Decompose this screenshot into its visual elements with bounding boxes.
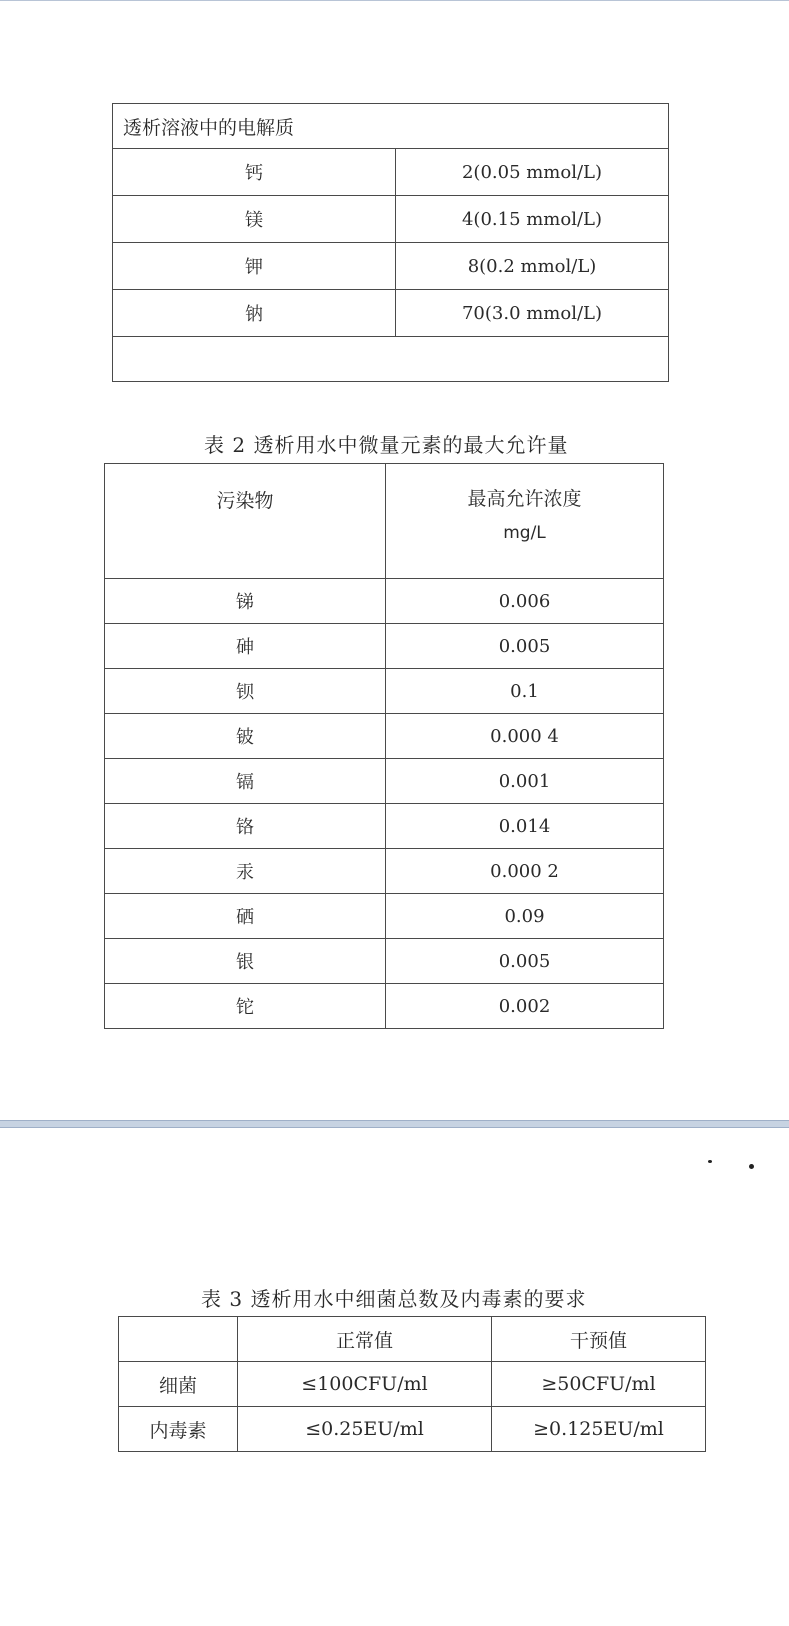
intervention-value: ≥50CFU/ml [492, 1362, 706, 1407]
element-name: 硒 [105, 894, 386, 939]
pollutant-header: 污染物 [105, 464, 386, 579]
electrolyte-value: 70(3.0 mmol/L) [396, 290, 669, 337]
table-row [105, 894, 664, 939]
element-value: 0.006 [386, 579, 664, 624]
electrolyte-value: 4(0.15 mmol/L) [396, 196, 669, 243]
table-row [113, 243, 669, 290]
scan-speck [749, 1164, 754, 1169]
table-row [105, 624, 664, 669]
intervention-value: ≥0.125EU/ml [492, 1407, 706, 1452]
electrolyte-table [112, 103, 669, 382]
table-row [113, 290, 669, 337]
normal-value: ≤0.25EU/ml [238, 1407, 492, 1452]
bacteria-endotoxin-table [118, 1316, 706, 1452]
item-name: 细菌 [119, 1362, 238, 1407]
table-row-empty [113, 337, 669, 382]
page-separator [0, 1120, 789, 1128]
element-name: 镉 [105, 759, 386, 804]
element-value: 0.1 [386, 669, 664, 714]
element-value: 0.002 [386, 984, 664, 1029]
table-header-row [105, 464, 664, 579]
element-value: 0.09 [386, 894, 664, 939]
table-row [105, 804, 664, 849]
table-row [119, 1407, 706, 1452]
table-row [113, 196, 669, 243]
intervention-value-header: 干预值 [492, 1317, 706, 1362]
electrolyte-name: 镁 [113, 196, 396, 243]
table3-caption: 表 3 透析用水中细菌总数及内毒素的要求 [201, 1287, 587, 1311]
max-concentration-header [386, 464, 664, 579]
electrolyte-name: 钠 [113, 290, 396, 337]
table2-caption: 表 2 透析用水中微量元素的最大允许量 [204, 433, 569, 457]
element-value: 0.005 [386, 939, 664, 984]
element-value: 0.005 [386, 624, 664, 669]
element-name: 铊 [105, 984, 386, 1029]
element-value: 0.000 4 [386, 714, 664, 759]
element-name: 锑 [105, 579, 386, 624]
element-name: 砷 [105, 624, 386, 669]
table-row [105, 579, 664, 624]
table-row [105, 669, 664, 714]
electrolyte-table-header: 透析溶液中的电解质 [113, 104, 669, 149]
element-name: 汞 [105, 849, 386, 894]
electrolyte-value: 2(0.05 mmol/L) [396, 149, 669, 196]
max-concentration-label: 最高允许浓度 [467, 488, 582, 510]
trace-element-table [104, 463, 664, 1029]
table-row [105, 984, 664, 1029]
scan-speck [708, 1160, 712, 1163]
table-row [105, 849, 664, 894]
table-row [105, 714, 664, 759]
element-value: 0.014 [386, 804, 664, 849]
element-name: 钡 [105, 669, 386, 714]
element-name: 铬 [105, 804, 386, 849]
unit-label: mg/L [503, 523, 546, 543]
element-value: 0.000 2 [386, 849, 664, 894]
element-value: 0.001 [386, 759, 664, 804]
table-row [119, 1362, 706, 1407]
element-name: 铍 [105, 714, 386, 759]
empty-corner-cell [119, 1317, 238, 1362]
electrolyte-name: 钾 [113, 243, 396, 290]
normal-value: ≤100CFU/ml [238, 1362, 492, 1407]
electrolyte-name: 钙 [113, 149, 396, 196]
table-row [105, 759, 664, 804]
item-name: 内毒素 [119, 1407, 238, 1452]
empty-cell [113, 337, 669, 382]
normal-value-header: 正常值 [238, 1317, 492, 1362]
table-header-row [119, 1317, 706, 1362]
electrolyte-value: 8(0.2 mmol/L) [396, 243, 669, 290]
table-row [105, 939, 664, 984]
table-row [113, 149, 669, 196]
element-name: 银 [105, 939, 386, 984]
